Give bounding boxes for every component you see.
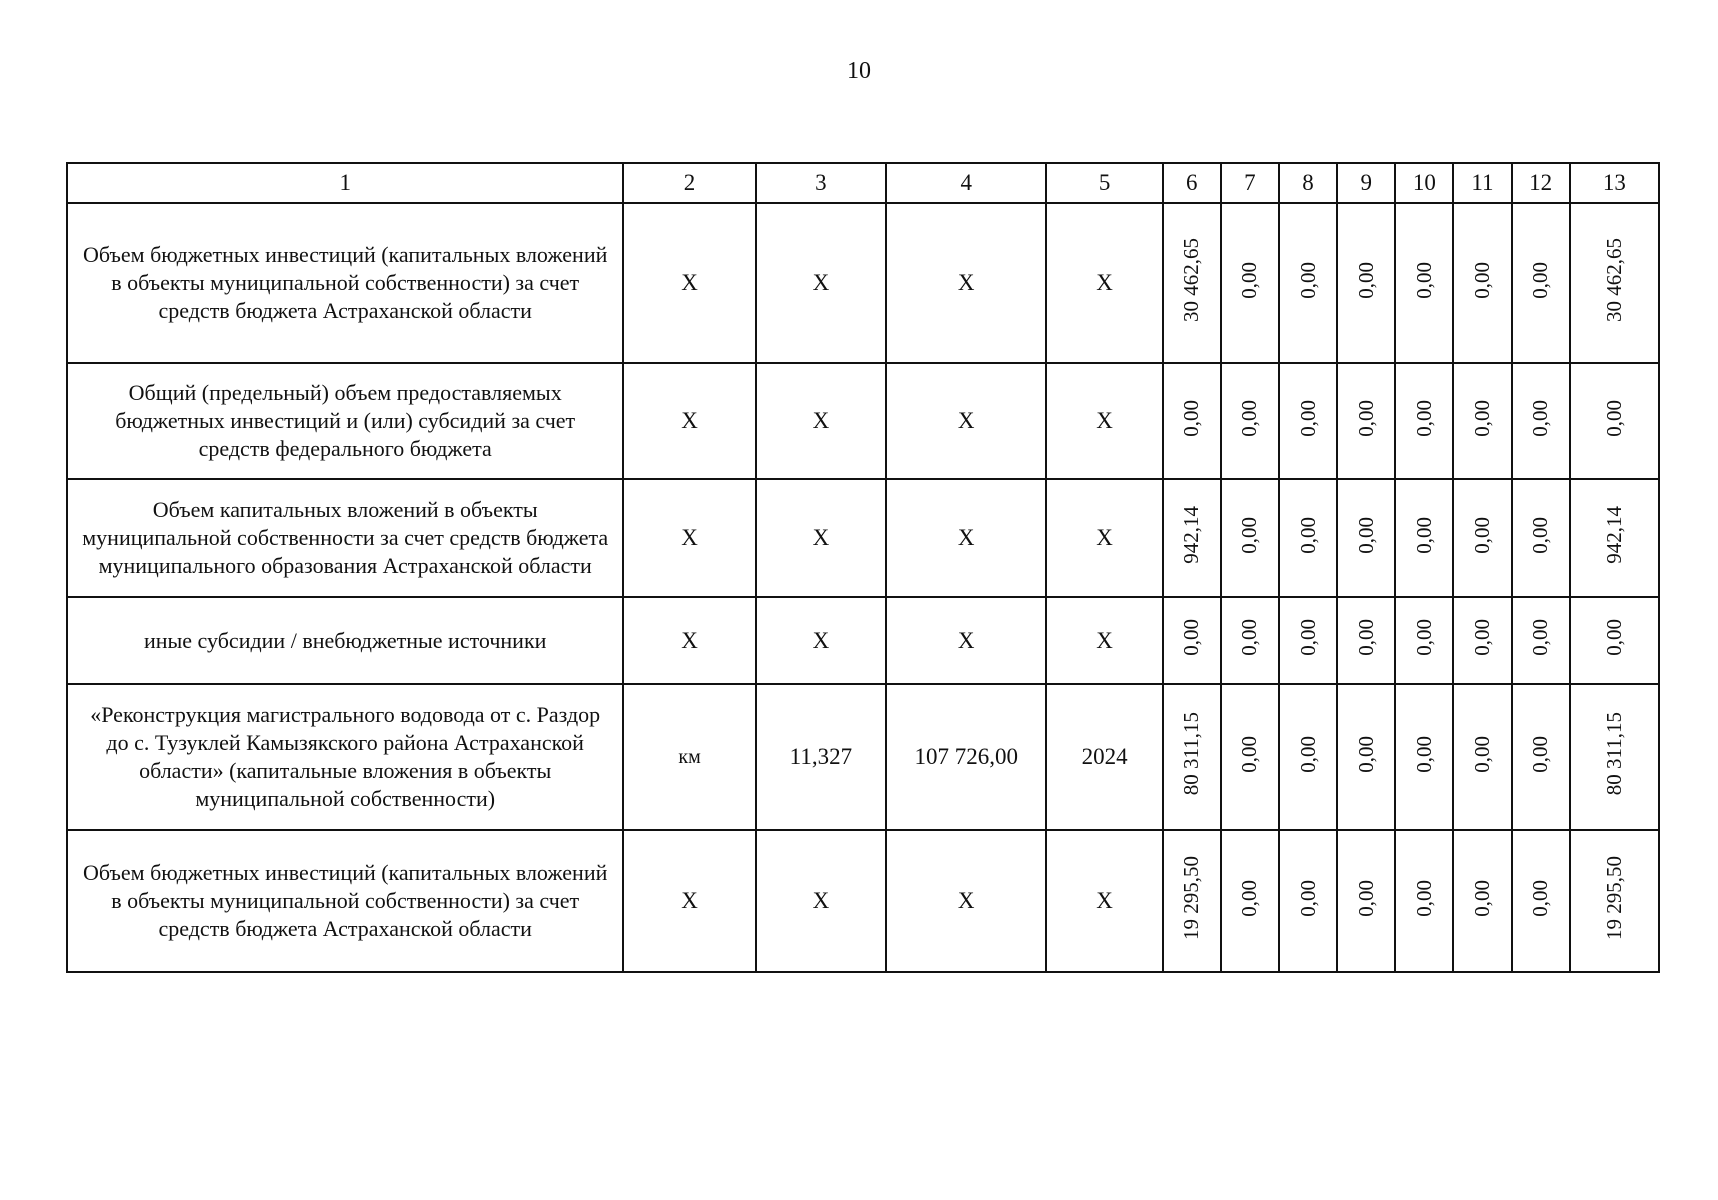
unit-cell: км [623,684,755,830]
value-text: 0,00 [1528,399,1553,437]
unit-cell: Х [623,363,755,479]
value-cell [1512,479,1570,597]
value-text: 0,00 [1469,879,1494,917]
column-header: 8 [1279,163,1337,203]
value-cell [1512,363,1570,479]
value-text: 30 462,65 [1601,238,1626,322]
row-description: иные субсидии / внебюджетные источники [67,597,623,684]
value-text: 0,00 [1237,261,1262,299]
value-cell [1453,479,1511,597]
capacity-cell: Х [756,830,886,972]
value-text: 80 311,15 [1179,712,1204,796]
capacity-cell: Х [756,363,886,479]
value-cell [1453,684,1511,830]
value-cell [1163,597,1221,684]
value-text: 0,00 [1528,879,1553,917]
value-text: 0,00 [1295,619,1320,656]
value-text: 0,00 [1353,261,1378,299]
value-cell [1279,363,1337,479]
value-text: 942,14 [1179,506,1204,564]
value-cell [1453,830,1511,972]
value-text: 0,00 [1237,879,1262,917]
value-text: 0,00 [1528,516,1553,554]
value-text: 80 311,15 [1601,712,1626,796]
value-cell [1337,479,1395,597]
value-text: 0,00 [1411,261,1436,299]
value-cell [1512,684,1570,830]
value-text: 0,00 [1601,619,1626,656]
column-header: 6 [1163,163,1221,203]
estimated-cost-cell: Х [886,363,1046,479]
value-text: 0,00 [1601,399,1626,437]
estimated-cost-cell: Х [886,203,1046,363]
column-header: 2 [623,163,755,203]
value-text: 0,00 [1411,735,1436,773]
row-description: Объем капитальных вложений в объекты муниципальной собственности за счет средств бюджета муниципального образования Астраханской области [67,479,623,597]
value-text: 0,00 [1411,516,1436,554]
value-text: 0,00 [1469,516,1494,554]
column-header: 4 [886,163,1046,203]
value-text: 0,00 [1528,619,1553,656]
value-text: 0,00 [1469,735,1494,773]
value-text: 0,00 [1295,516,1320,554]
capacity-cell: Х [756,203,886,363]
value-text: 942,14 [1601,506,1626,564]
value-text: 0,00 [1353,399,1378,437]
row-description: «Реконструкция магистрального водовода от с. Раздор до с. Тузуклей Камызякского района Астраханской области» (капитальные вложения в объекты муниципальной собственности) [67,684,623,830]
value-cell [1570,363,1659,479]
value-cell [1570,830,1659,972]
unit-cell: Х [623,597,755,684]
table-row [67,597,1659,684]
value-text: 0,00 [1295,879,1320,917]
estimated-cost-cell: Х [886,597,1046,684]
value-text: 0,00 [1353,516,1378,554]
column-header: 5 [1046,163,1162,203]
value-cell [1279,597,1337,684]
value-cell [1395,684,1453,830]
value-cell [1570,479,1659,597]
value-cell [1395,597,1453,684]
value-cell [1221,830,1279,972]
value-cell [1163,363,1221,479]
value-cell [1395,363,1453,479]
column-header: 1 [67,163,623,203]
column-header: 3 [756,163,886,203]
value-cell [1570,597,1659,684]
year-cell: Х [1046,479,1162,597]
capacity-cell: 11,327 [756,684,886,830]
value-text: 0,00 [1353,879,1378,917]
value-text: 0,00 [1353,619,1378,656]
estimated-cost-cell: 107 726,00 [886,684,1046,830]
value-cell [1163,479,1221,597]
unit-cell: Х [623,479,755,597]
value-text: 19 295,50 [1179,856,1204,940]
column-header: 12 [1512,163,1570,203]
value-text: 0,00 [1237,516,1262,554]
row-description: Объем бюджетных инвестиций (капитальных вложений в объекты муниципальной собственности) за счет средств бюджета Астраханской области [67,830,623,972]
value-cell [1163,203,1221,363]
value-text: 0,00 [1469,261,1494,299]
table-row [67,203,1659,363]
value-cell [1337,363,1395,479]
table-row [67,684,1659,830]
value-cell [1570,684,1659,830]
value-text: 0,00 [1469,399,1494,437]
column-header: 7 [1221,163,1279,203]
table-row [67,479,1659,597]
value-text: 19 295,50 [1601,856,1626,940]
column-header: 9 [1337,163,1395,203]
year-cell: Х [1046,597,1162,684]
row-description: Объем бюджетных инвестиций (капитальных вложений в объекты муниципальной собственности) за счет средств бюджета Астраханской области [67,203,623,363]
table-row [67,363,1659,479]
value-cell [1221,363,1279,479]
value-text: 0,00 [1353,735,1378,773]
value-cell [1221,203,1279,363]
value-cell [1279,830,1337,972]
unit-cell: Х [623,830,755,972]
value-cell [1279,684,1337,830]
value-text: 0,00 [1237,619,1262,656]
estimated-cost-cell: Х [886,830,1046,972]
value-cell [1279,479,1337,597]
column-header: 10 [1395,163,1453,203]
table-row [67,830,1659,972]
value-cell [1512,597,1570,684]
year-cell: Х [1046,363,1162,479]
value-cell [1221,479,1279,597]
value-text: 0,00 [1469,619,1494,656]
value-cell [1163,830,1221,972]
value-cell [1337,684,1395,830]
value-text: 0,00 [1179,619,1204,656]
value-text: 0,00 [1528,735,1553,773]
value-cell [1395,830,1453,972]
value-text: 0,00 [1411,619,1436,656]
budget-table [66,162,1660,973]
value-cell [1337,203,1395,363]
value-cell [1279,203,1337,363]
value-text: 0,00 [1237,735,1262,773]
value-cell [1570,203,1659,363]
value-text: 0,00 [1295,735,1320,773]
value-text: 0,00 [1295,399,1320,437]
unit-cell: Х [623,203,755,363]
column-header: 11 [1453,163,1511,203]
estimated-cost-cell: Х [886,479,1046,597]
year-cell: 2024 [1046,684,1162,830]
value-cell [1163,684,1221,830]
value-cell [1337,830,1395,972]
value-cell [1221,597,1279,684]
value-cell [1337,597,1395,684]
value-text: 0,00 [1295,261,1320,299]
value-cell [1453,597,1511,684]
value-text: 0,00 [1411,879,1436,917]
value-cell [1395,479,1453,597]
row-description: Общий (предельный) объем предоставляемых бюджетных инвестиций и (или) субсидий за счет средств федерального бюджета [67,363,623,479]
capacity-cell: Х [756,597,886,684]
year-cell: Х [1046,830,1162,972]
column-header: 13 [1570,163,1659,203]
column-number-row [67,163,1659,203]
value-text: 0,00 [1528,261,1553,299]
value-cell [1512,830,1570,972]
page-number: 10 [847,58,871,84]
value-cell [1512,203,1570,363]
value-cell [1453,363,1511,479]
value-cell [1221,684,1279,830]
value-cell [1395,203,1453,363]
value-text: 30 462,65 [1179,238,1204,322]
value-text: 0,00 [1179,399,1204,437]
value-text: 0,00 [1237,399,1262,437]
capacity-cell: Х [756,479,886,597]
value-text: 0,00 [1411,399,1436,437]
year-cell: Х [1046,203,1162,363]
value-cell [1453,203,1511,363]
